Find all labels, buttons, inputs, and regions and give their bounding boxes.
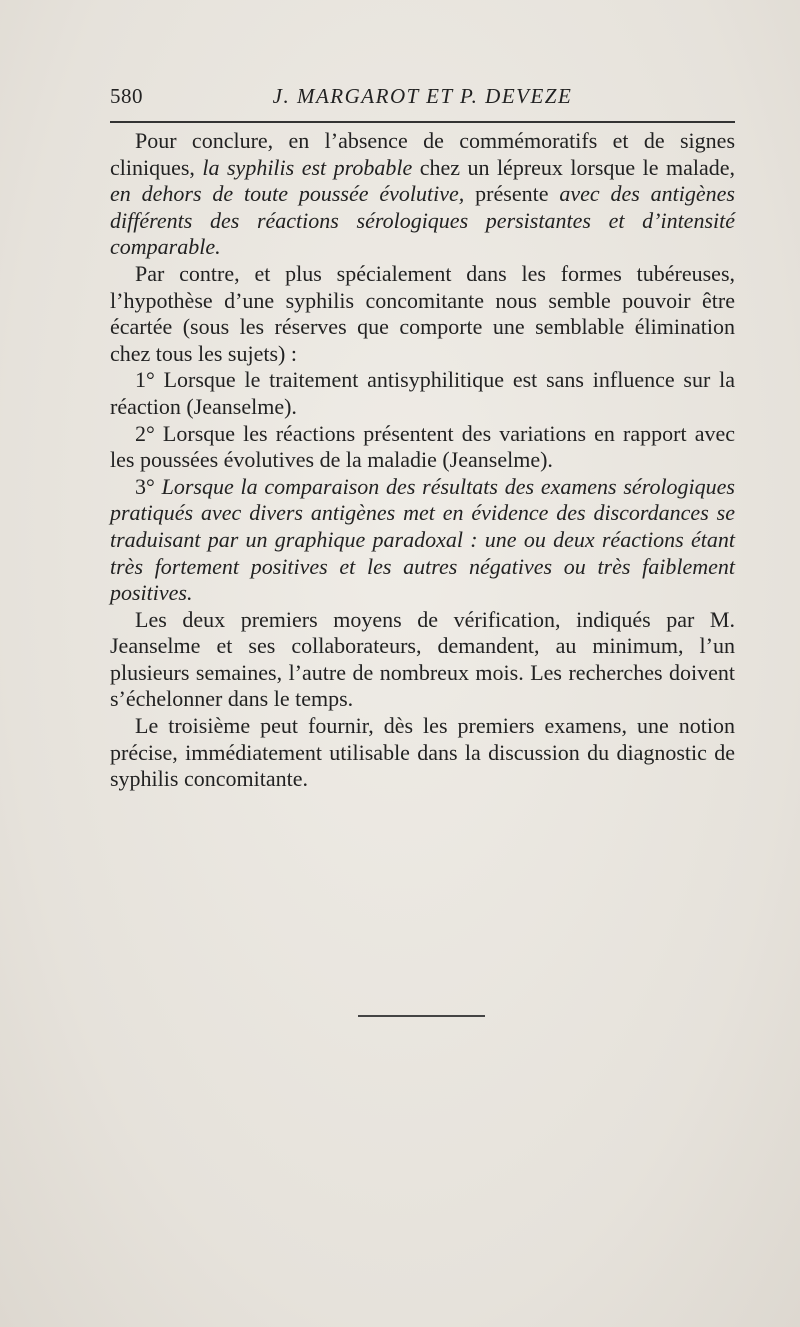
italic-span: en dehors de toute poussée évolutive, xyxy=(110,181,465,207)
paragraph-par-contre: Par contre, et plus spécialement dans les formes tubéreuses, l’hypothèse d’une syphilis concomitante nous semble pouvoir être écartée (sous les réserves que comporte une semblable élimination chez tous les sujets) : xyxy=(110,260,735,366)
paragraph-criterion-1: 1° Lorsque le traitement antisyphilitique est sans influence sur la réaction (Jeanselme). xyxy=(110,367,735,419)
text-span: présente xyxy=(464,181,560,207)
page-header xyxy=(110,84,735,116)
body-text xyxy=(110,128,735,793)
paragraph-verification: Les deux premiers moyens de vérification, indiqués par M. Jeanselme et ses collaborateurs, demandent, au minimum, l’un plusieurs semaines, l’autre de nombreux mois. Les recherches doivent s’échelonner dans le temps. xyxy=(110,606,735,712)
italic-span: la syphilis est probable xyxy=(202,154,413,180)
paragraph-conclusion xyxy=(110,128,735,261)
running-head: J. MARGAROT ET P. DEVEZE xyxy=(272,84,573,108)
page-number: 580 xyxy=(110,84,143,108)
text-span: Pour conclure, en l’absence de commémoratifs et de signes cliniques, xyxy=(110,128,735,180)
paragraph-third-method: Le troisième peut fournir, dès les premiers examens, une notion précise, immédiatement utilisable dans la discussion du diagnostic de syphilis concomitante. xyxy=(110,713,735,792)
italic-span: Lorsque la comparaison des résultats des examens sérologiques pratiqués avec divers antigènes met en évidence des discordances se traduisant par un graphique paradoxal : une ou deux réactions étant très fortement positives et les autres négatives ou très faiblement positives. xyxy=(110,473,735,606)
header-rule xyxy=(110,121,735,123)
paragraph-criterion-2: 2° Lorsque les réactions présentent des variations en rapport avec les poussées évolutives de la maladie (Jeanselme). xyxy=(110,420,735,473)
paragraph-criterion-3 xyxy=(110,474,735,607)
text-span: chez un lépreux lorsque le malade, xyxy=(412,154,735,180)
end-rule xyxy=(358,1015,485,1017)
italic-span: avec des antigènes différents des réactions sérologiques persistantes et d’intensité comparable. xyxy=(110,181,735,260)
text-span: 3° xyxy=(135,473,162,499)
